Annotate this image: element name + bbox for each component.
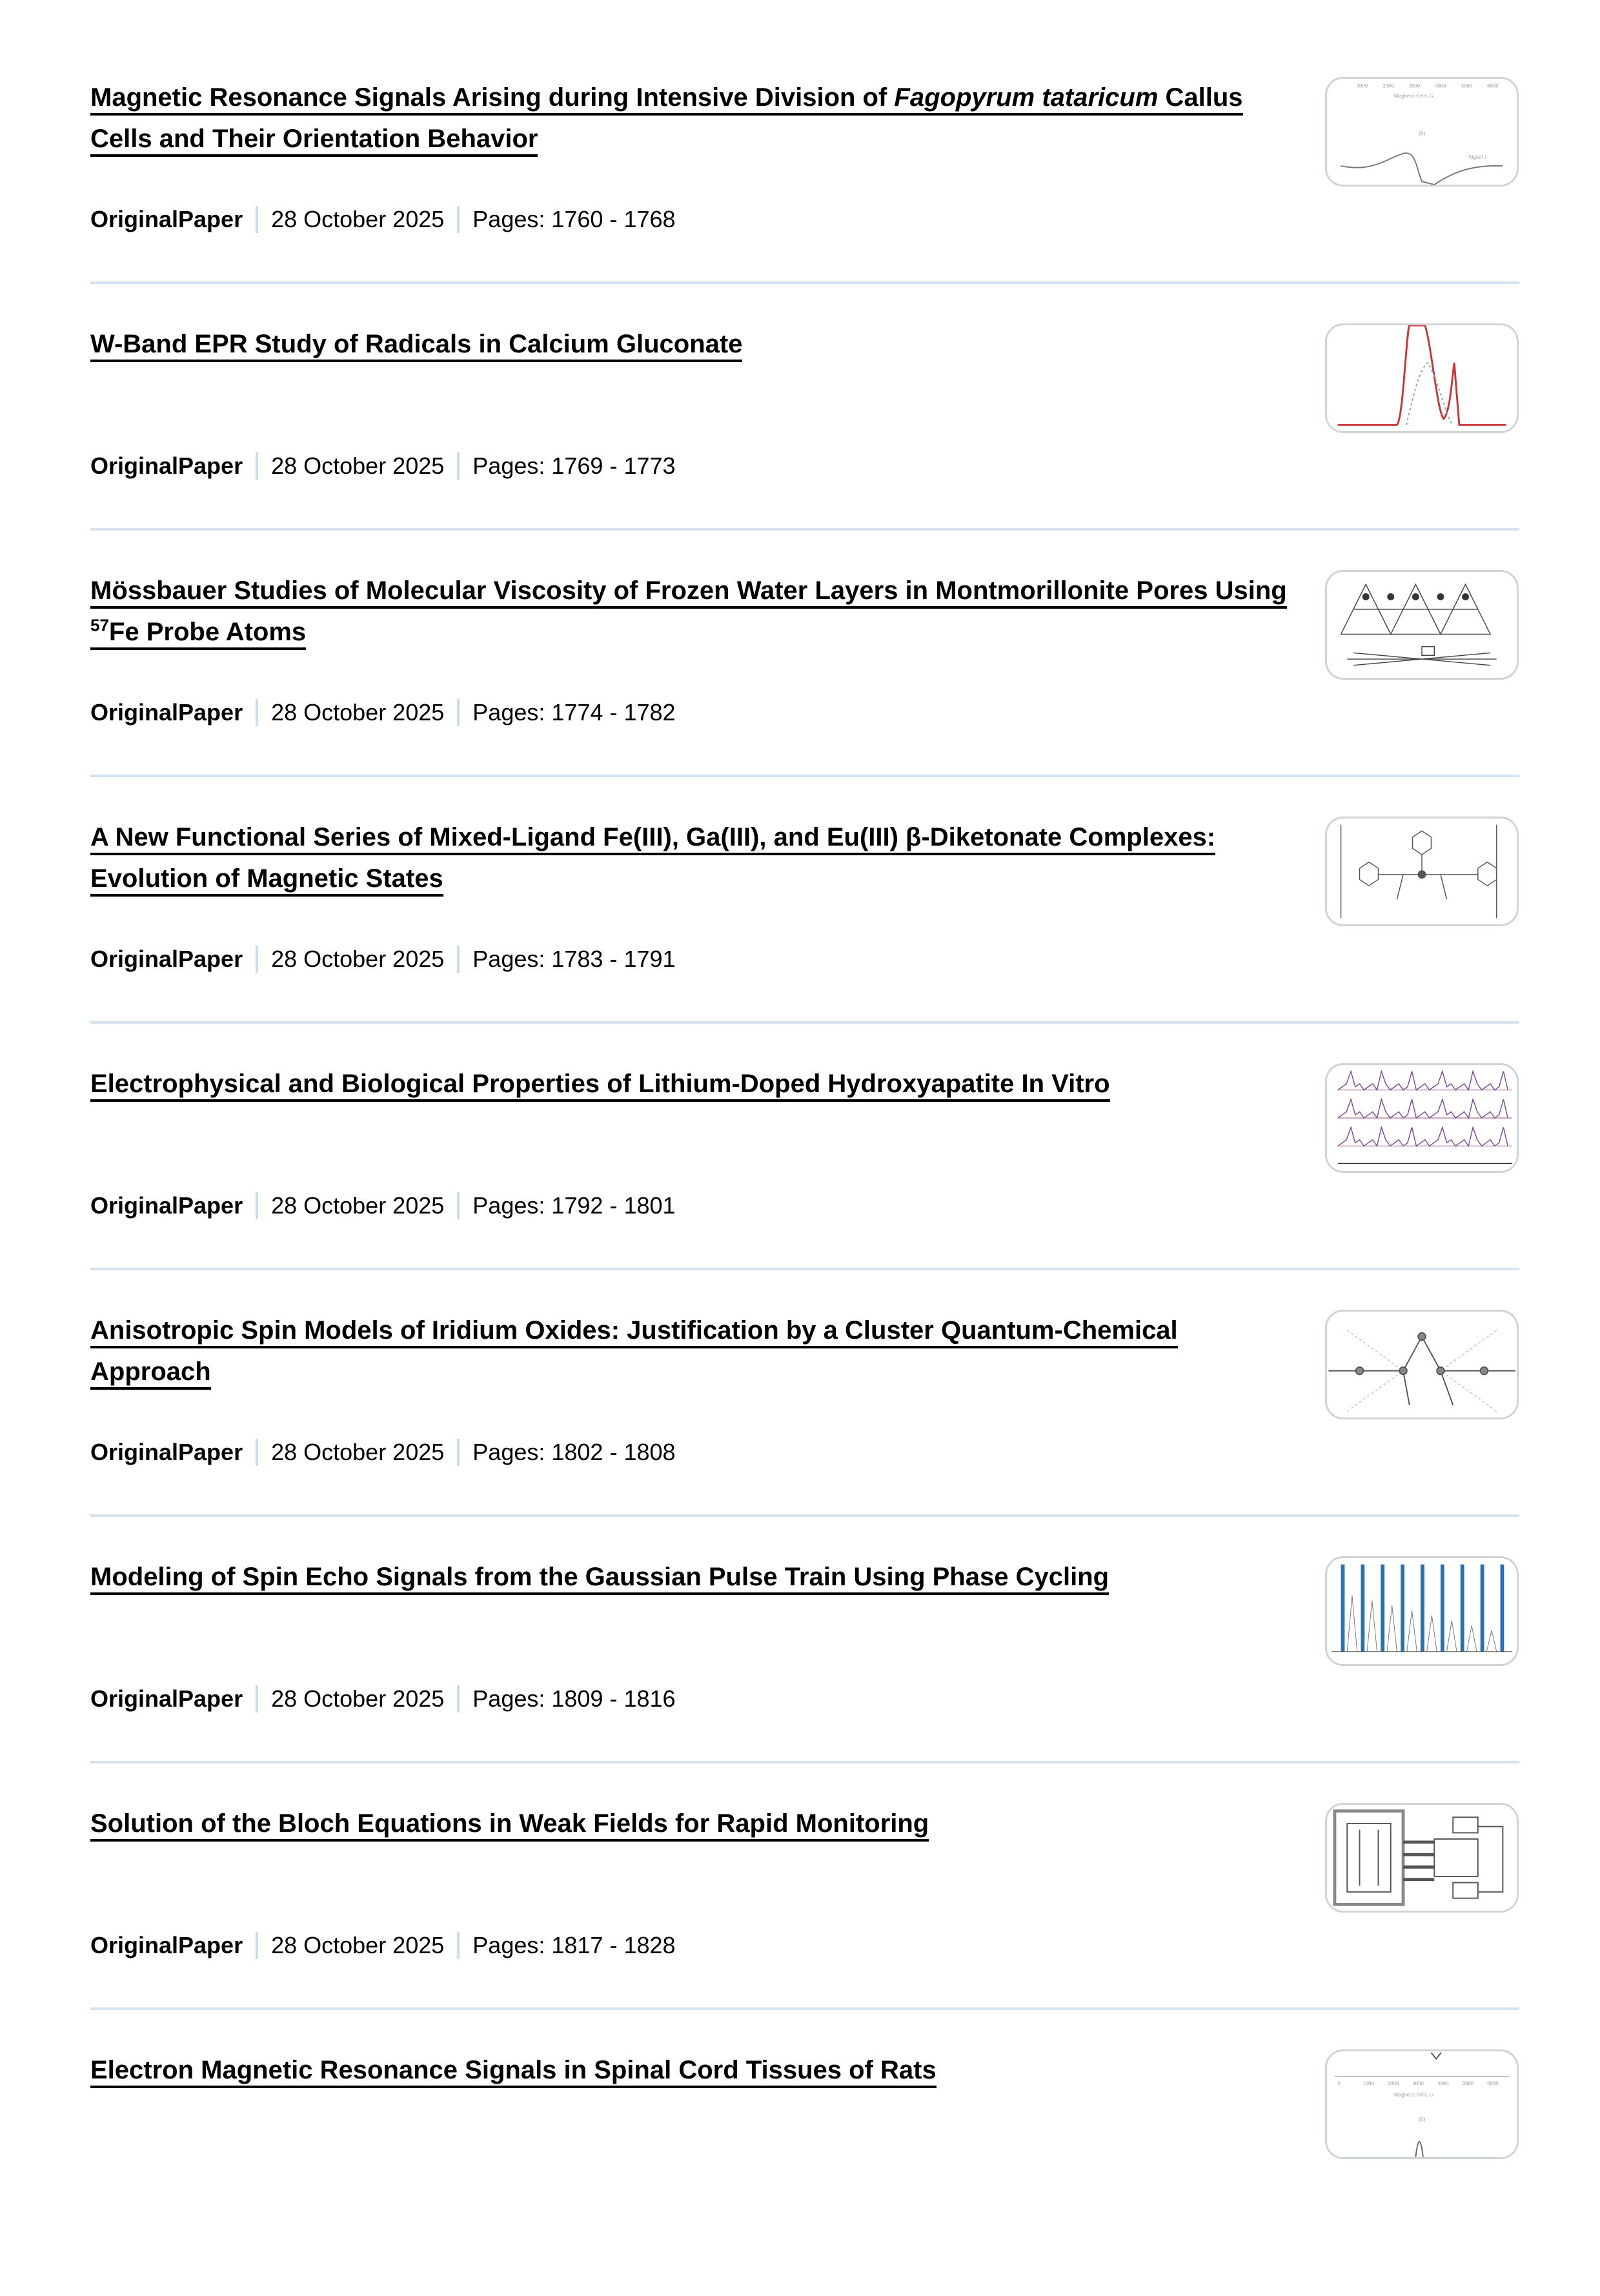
meta-separator xyxy=(256,1685,258,1712)
article-thumbnail-molecule-structure[interactable] xyxy=(1325,817,1519,926)
svg-text:6000: 6000 xyxy=(1487,2080,1499,2087)
meta-separator xyxy=(457,1932,460,1959)
article-title-link[interactable]: Electrophysical and Biological Properties of Lithium-Doped Hydroxyapatite In Vitro xyxy=(90,1070,1110,1102)
publication-date: 28 October 2025 xyxy=(271,699,445,726)
article-title-link[interactable]: A New Functional Series of Mixed-Ligand Fe(III), Ga(III), and Eu(III) β-Diketonate Complexes: Evolution of Magnetic States xyxy=(90,823,1215,897)
article-meta xyxy=(90,1683,676,1715)
publication-date: 28 October 2025 xyxy=(271,1192,445,1219)
item-divider xyxy=(90,1021,1519,1024)
article-title-link[interactable]: W-Band EPR Study of Radicals in Calcium Gluconate xyxy=(90,330,742,362)
article-thumbnail-crystal-structure[interactable] xyxy=(1325,570,1519,680)
article-meta xyxy=(90,1436,676,1468)
article-title-link[interactable]: Modeling of Spin Echo Signals from the Gaussian Pulse Train Using Phase Cycling xyxy=(90,1563,1109,1595)
article-title xyxy=(90,77,1291,159)
article-title xyxy=(90,817,1291,899)
article-thumbnail-pulse-train[interactable] xyxy=(1325,1556,1519,1666)
meta-separator xyxy=(457,946,460,973)
article-title xyxy=(90,323,1291,365)
item-divider xyxy=(90,1268,1519,1270)
meta-separator xyxy=(256,206,258,233)
article-thumbnail-circuit-diagram[interactable] xyxy=(1325,1803,1519,1913)
article-type: OriginalPaper xyxy=(90,699,243,726)
svg-text:1000: 1000 xyxy=(1362,2080,1374,2087)
svg-text:2000: 2000 xyxy=(1387,2080,1399,2087)
svg-text:(b): (b) xyxy=(1419,129,1426,136)
page-range: Pages: 1792 - 1801 xyxy=(472,1192,676,1219)
article-title-link[interactable]: Electron Magnetic Resonance Signals in Spinal Cord Tissues of Rats xyxy=(90,2056,937,2088)
page-range: Pages: 1769 - 1773 xyxy=(472,452,676,479)
article-type: OriginalPaper xyxy=(90,452,243,479)
svg-text:5000: 5000 xyxy=(1461,82,1473,89)
svg-text:4000: 4000 xyxy=(1437,2080,1449,2087)
article-list-item xyxy=(90,1063,1519,1310)
svg-text:(b): (b) xyxy=(1419,2116,1426,2123)
item-divider xyxy=(90,1761,1519,1763)
meta-separator xyxy=(256,1439,258,1466)
svg-text:0: 0 xyxy=(1337,2080,1341,2087)
article-type: OriginalPaper xyxy=(90,1932,243,1958)
item-divider xyxy=(90,2007,1519,2010)
page-range: Pages: 1802 - 1808 xyxy=(472,1439,676,1465)
article-title-link[interactable]: Solution of the Bloch Equations in Weak Fields for Rapid Monitoring xyxy=(90,1809,929,1842)
article-thumbnail-epr-spectrum-chart-2[interactable] xyxy=(1325,2049,1519,2159)
article-thumbnail-lattice-diagram[interactable] xyxy=(1325,1310,1519,1419)
item-divider xyxy=(90,1514,1519,1517)
article-thumbnail-epr-spectrum-chart[interactable] xyxy=(1325,77,1519,187)
article-title xyxy=(90,1556,1291,1598)
publication-date: 28 October 2025 xyxy=(271,1439,445,1465)
article-meta xyxy=(90,1929,676,1962)
article-thumbnail-xrd-pattern[interactable] xyxy=(1325,1063,1519,1173)
page-range: Pages: 1760 - 1768 xyxy=(472,206,676,232)
svg-text:Magnetic field, G: Magnetic field, G xyxy=(1393,92,1433,99)
article-meta xyxy=(90,450,676,482)
meta-separator xyxy=(457,1439,460,1466)
item-divider xyxy=(90,281,1519,284)
article-meta xyxy=(90,1190,676,1222)
article-type: OriginalPaper xyxy=(90,1439,243,1465)
page-range: Pages: 1817 - 1828 xyxy=(472,1932,676,1958)
item-divider xyxy=(90,775,1519,777)
meta-separator xyxy=(457,206,460,233)
publication-date: 28 October 2025 xyxy=(271,1932,445,1958)
meta-separator xyxy=(457,1685,460,1712)
svg-text:3000: 3000 xyxy=(1408,82,1421,89)
article-type: OriginalPaper xyxy=(90,1685,243,1712)
publication-date: 28 October 2025 xyxy=(271,206,445,232)
svg-text:4000: 4000 xyxy=(1435,82,1446,89)
page-range: Pages: 1774 - 1782 xyxy=(472,699,676,726)
meta-separator xyxy=(457,1192,460,1219)
article-list-item xyxy=(90,570,1519,817)
article-list-item xyxy=(90,2049,1519,2296)
svg-text:2000: 2000 xyxy=(1382,82,1394,89)
article-title xyxy=(90,2049,1291,2091)
svg-text:Magnetic field, G: Magnetic field, G xyxy=(1393,2091,1433,2098)
article-list-item xyxy=(90,323,1519,570)
article-list-item xyxy=(90,1310,1519,1556)
publication-date: 28 October 2025 xyxy=(271,946,445,972)
article-meta xyxy=(90,203,676,236)
page-range: Pages: 1809 - 1816 xyxy=(472,1685,676,1712)
item-divider xyxy=(90,528,1519,531)
page-range: Pages: 1783 - 1791 xyxy=(472,946,676,972)
article-thumbnail-w-band-spectrum[interactable] xyxy=(1325,323,1519,433)
svg-text:1000: 1000 xyxy=(1356,82,1368,89)
publication-date: 28 October 2025 xyxy=(271,452,445,479)
meta-separator xyxy=(256,452,258,480)
article-list-item xyxy=(90,1803,1519,2049)
article-title xyxy=(90,1063,1291,1104)
publication-date: 28 October 2025 xyxy=(271,1685,445,1712)
article-title-link[interactable]: Anisotropic Spin Models of Iridium Oxides: Justification by a Cluster Quantum-Chemical Approach xyxy=(90,1316,1178,1390)
article-title xyxy=(90,1803,1291,1844)
meta-separator xyxy=(457,452,460,480)
meta-separator xyxy=(457,699,460,726)
article-type: OriginalPaper xyxy=(90,206,243,232)
article-title-link[interactable]: Mössbauer Studies of Molecular Viscosity of Frozen Water Layers in Montmorillonite Pores Using $^{57}$Fe Probe Atoms xyxy=(90,576,1287,650)
article-list-item xyxy=(90,77,1519,323)
meta-separator xyxy=(256,1932,258,1959)
article-type: OriginalPaper xyxy=(90,1192,243,1219)
article-title xyxy=(90,570,1291,653)
article-title-link[interactable]: Magnetic Resonance Signals Arising during Intensive Division of Fagopyrum tataricum Callus Cells and Their Orientation Behavior xyxy=(90,83,1243,157)
meta-separator xyxy=(256,946,258,973)
article-meta xyxy=(90,696,676,729)
svg-text:Signal 1: Signal 1 xyxy=(1468,153,1488,160)
svg-text:6000: 6000 xyxy=(1487,82,1499,89)
article-list-item xyxy=(90,1556,1519,1803)
meta-separator xyxy=(256,1192,258,1219)
article-meta xyxy=(90,943,676,975)
meta-separator xyxy=(256,699,258,726)
article-title xyxy=(90,1310,1291,1392)
article-list-item xyxy=(90,817,1519,1063)
svg-text:3000: 3000 xyxy=(1412,2080,1424,2087)
svg-text:5000: 5000 xyxy=(1462,2080,1474,2087)
article-type: OriginalPaper xyxy=(90,946,243,972)
